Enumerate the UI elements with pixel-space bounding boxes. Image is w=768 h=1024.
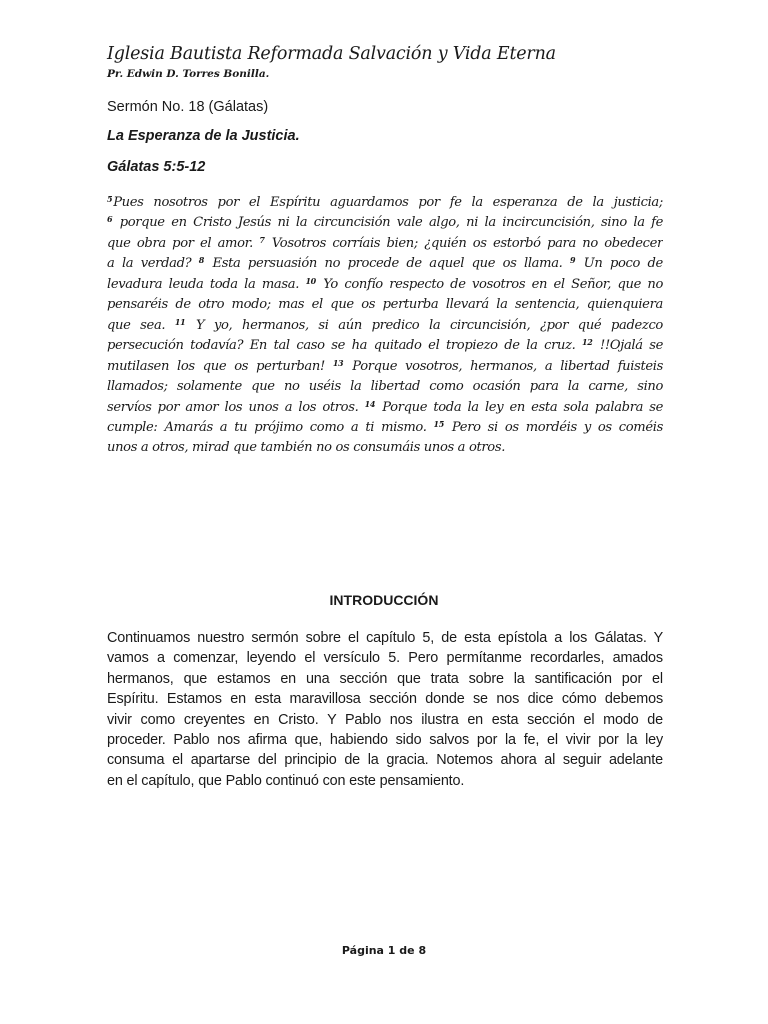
verse-text: !!Ojalá se xyxy=(593,338,663,354)
pastor-name: Pr. Edwin D. Torres Bonilla. xyxy=(107,68,270,80)
verse-number: 6 xyxy=(107,214,113,225)
verse-text: Vosotros corríais bien; ¿quién os estorbó para no obedecer xyxy=(265,235,663,251)
verse-number: 15 xyxy=(433,418,444,429)
page-number: Página 1 de 8 xyxy=(341,944,427,957)
verse-text: Porque vosotros, hermanos, a libertad fuisteis xyxy=(344,358,663,374)
verse-text: que obra por el amor. xyxy=(107,235,260,251)
verse-number: 8 xyxy=(198,255,204,266)
scripture-line xyxy=(107,193,663,213)
verse-text: que sea. xyxy=(107,317,175,333)
verse-text: unos a otros, mirad que también no os consumáis unos a otros. xyxy=(107,440,506,456)
introduction-paragraph xyxy=(107,628,663,791)
verse-text: porque en Cristo Jesús ni la circuncisión vale algo, ni la incircuncisión, sino la fe xyxy=(113,215,663,231)
paragraph-line: proceder. Pablo nos afirma que, habiendo sido salvos por la fe, el vivir por la ley xyxy=(107,732,663,749)
scripture-line xyxy=(107,213,663,233)
introduction-heading: INTRODUCCIÓN xyxy=(329,592,439,608)
verse-text: mutilasen los que os perturban! xyxy=(107,358,333,374)
scripture-line xyxy=(107,295,663,315)
church-name: Iglesia Bautista Reformada Salvación y Vida Eterna xyxy=(107,44,556,64)
verse-number: 10 xyxy=(305,275,316,286)
verse-text: a la verdad? xyxy=(107,256,199,272)
verse-number: 9 xyxy=(569,255,576,266)
scripture-line xyxy=(107,398,663,418)
scripture-line xyxy=(107,336,663,356)
paragraph-line: Continuamos nuestro sermón sobre el capítulo 5, de esta epístola a los Gálatas. Y xyxy=(107,630,663,646)
verse-number: 14 xyxy=(364,398,376,409)
verse-text: levadura leuda toda la masa. xyxy=(107,276,306,292)
verse-text: persecución todavía? En tal caso se ha quitado el tropiezo de la cruz. xyxy=(107,338,583,354)
verse-number: 11 xyxy=(174,316,186,327)
paragraph-line: consuma el apartarse del principio de la gracia. Notemos ahora al seguir adelante xyxy=(107,752,663,769)
scripture-line xyxy=(107,275,663,295)
verse-number: 5 xyxy=(107,194,113,204)
verse-text: Porque toda la ley en esta sola palabra se xyxy=(376,399,663,415)
sermon-title: La Esperanza de la Justicia. xyxy=(107,128,300,144)
verse-text: servíos por amor los unos a los otros. xyxy=(107,399,365,415)
verse-number: 13 xyxy=(332,357,344,368)
sermon-number: Sermón No. 18 (Gálatas) xyxy=(107,99,269,115)
verse-number: 12 xyxy=(582,337,593,348)
paragraph-line: vivir como creyentes en Cristo. Y Pablo nos ilustra en esta sección el modo de xyxy=(107,711,663,728)
scripture-line xyxy=(107,438,663,458)
scripture-line xyxy=(107,316,663,336)
scripture-passage xyxy=(107,193,663,459)
verse-text: Pues nosotros por el Espíritu aguardamos por fe la esperanza de la justicia; xyxy=(113,195,663,210)
scripture-line xyxy=(107,234,663,254)
scripture-line xyxy=(107,254,663,274)
scripture-line xyxy=(107,377,663,397)
verse-text: Yo confío respecto de vosotros en el Señor, que no xyxy=(316,276,663,292)
paragraph-line: Espíritu. Estamos en esta maravillosa sección donde se nos dice cómo debemos xyxy=(107,691,663,708)
paragraph-line: en el capítulo, que Pablo continuó con este pensamiento. xyxy=(107,772,465,789)
verse-text: Pero si os mordéis y os coméis xyxy=(444,419,663,435)
verse-text: cumple: Amarás a tu prójimo como a ti mismo. xyxy=(107,419,434,435)
verse-text: llamados; solamente que no uséis la libertad como ocasión para la carne, sino xyxy=(107,379,663,395)
verse-number: 7 xyxy=(259,234,265,245)
paragraph-line: hermanos, que estamos en una sección que trata sobre la santificación por el xyxy=(107,670,663,687)
paragraph-line: vamos a comenzar, leyendo el versículo 5. Pero permítanme recordarles, amados xyxy=(107,650,663,667)
scripture-reference: Gálatas 5:5-12 xyxy=(107,159,206,175)
verse-text: Un poco de xyxy=(576,256,663,272)
verse-text: Esta persuasión no procede de aquel que os llama. xyxy=(205,256,570,272)
verse-text: Y yo, hermanos, si aún predico la circuncisión, ¿por qué padezco xyxy=(186,317,663,333)
verse-text: pensaréis de otro modo; mas el que os perturba llevará la sentencia, quienquiera xyxy=(107,297,663,313)
scripture-line xyxy=(107,418,663,438)
scripture-line xyxy=(107,357,663,377)
